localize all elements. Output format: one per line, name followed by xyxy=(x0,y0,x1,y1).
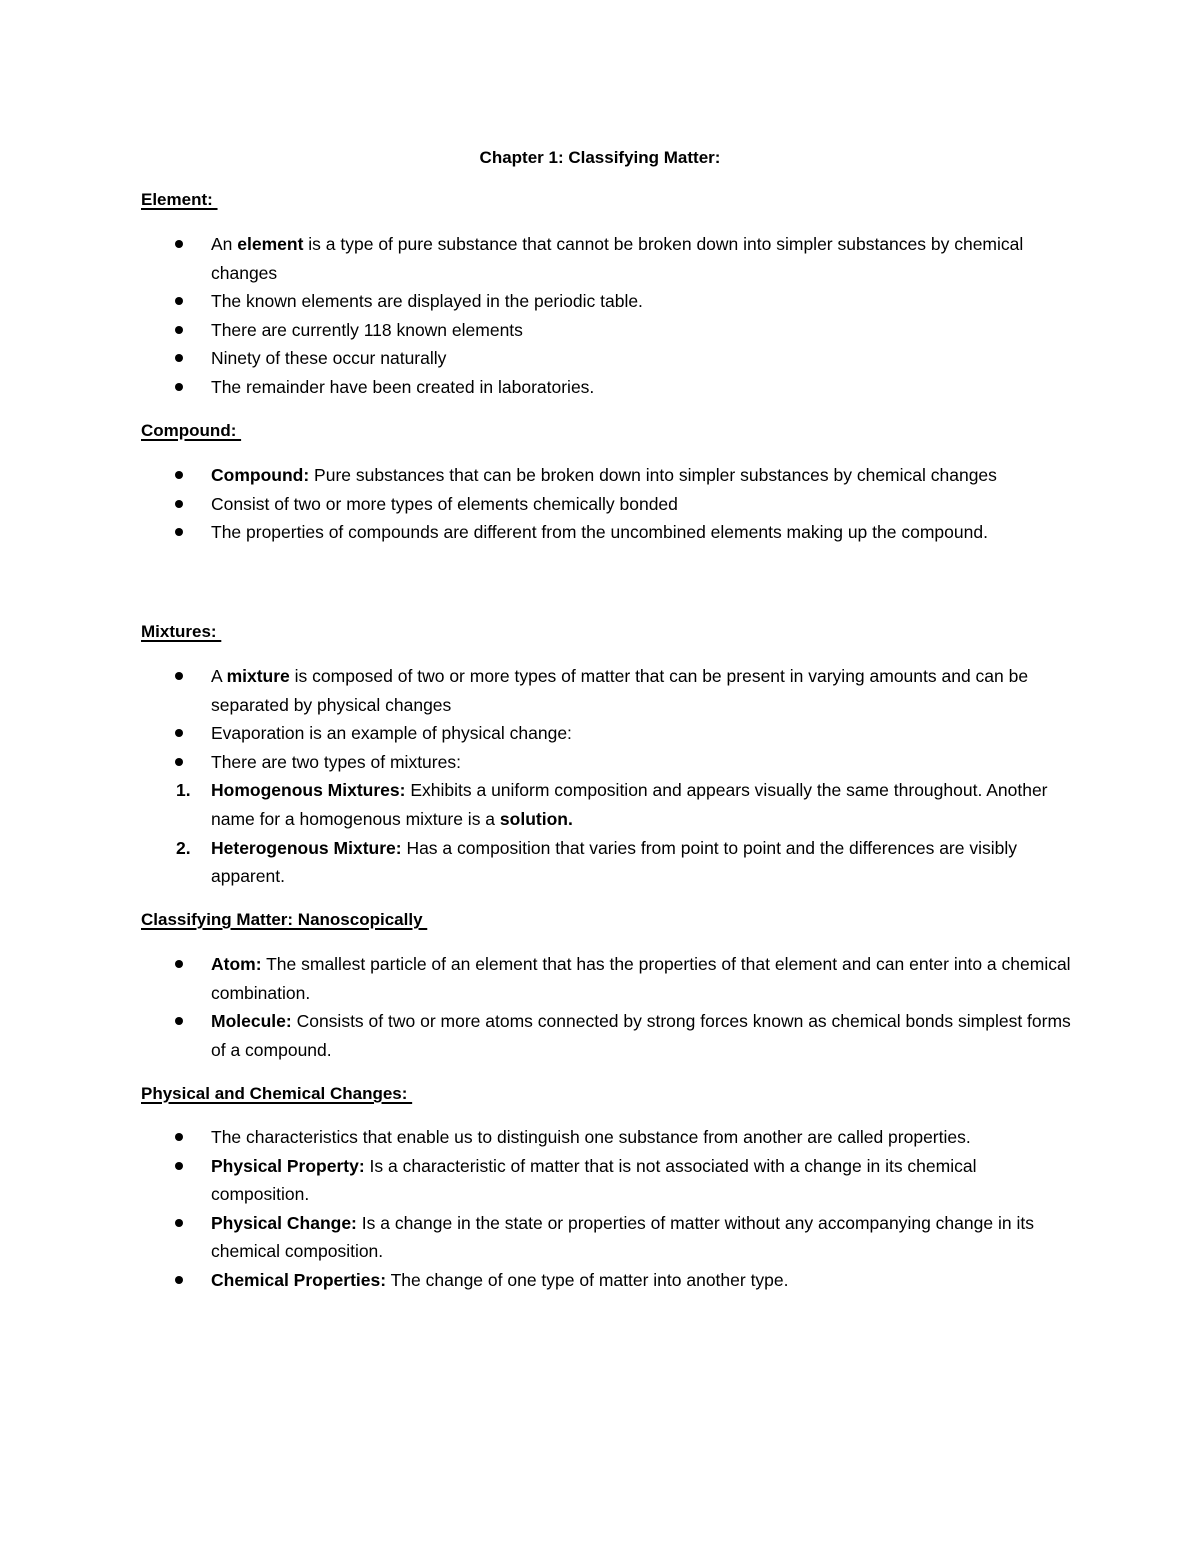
list-item: The known elements are displayed in the periodic table. xyxy=(141,287,1071,316)
compound-list xyxy=(141,461,1071,547)
document-title: Chapter 1: Classifying Matter: xyxy=(479,148,721,167)
list-number: 1. xyxy=(176,780,191,801)
bullet-icon xyxy=(175,758,183,766)
list-item: There are two types of mixtures: xyxy=(141,748,1071,777)
nanoscopic-list xyxy=(141,950,1071,1064)
list-item: The characteristics that enable us to distinguish one substance from another are called properties. xyxy=(141,1123,1071,1152)
list-item: Physical Property: Is a characteristic of matter that is not associated with a change in its chemical composition. xyxy=(141,1152,1071,1209)
list-item: A mixture is composed of two or more types of matter that can be present in varying amounts and can be separated by physical changes xyxy=(141,662,1071,719)
list-item: Consist of two or more types of elements chemically bonded xyxy=(141,490,1071,519)
section-heading-compound: Compound: xyxy=(141,421,242,440)
bullet-icon xyxy=(175,1219,183,1227)
bullet-icon xyxy=(175,383,183,391)
bullet-icon xyxy=(175,528,183,536)
list-item: Ninety of these occur naturally xyxy=(141,344,1071,373)
section-heading-mixtures: Mixtures: xyxy=(141,622,222,641)
bullet-icon xyxy=(175,960,183,968)
list-item: Evaporation is an example of physical change: xyxy=(141,719,1071,748)
section-heading-changes: Physical and Chemical Changes: xyxy=(141,1084,413,1103)
section-heading-nanoscopically: Classifying Matter: Nanoscopically xyxy=(141,910,428,929)
list-item: An element is a type of pure substance that cannot be broken down into simpler substances by chemical changes xyxy=(141,230,1071,287)
bullet-icon xyxy=(175,1276,183,1284)
list-number: 2. xyxy=(176,837,191,858)
list-item: Molecule: Consists of two or more atoms connected by strong forces known as chemical bonds simplest forms of a compound. xyxy=(141,1007,1071,1064)
list-item: There are currently 118 known elements xyxy=(141,316,1071,345)
bullet-icon xyxy=(175,297,183,305)
bullet-icon xyxy=(175,500,183,508)
list-item: The properties of compounds are different from the uncombined elements making up the compound. xyxy=(141,518,1071,547)
mixtures-list xyxy=(141,662,1071,891)
list-item: Compound: Pure substances that can be broken down into simpler substances by chemical changes xyxy=(141,461,1071,490)
bullet-icon xyxy=(175,1017,183,1025)
bullet-icon xyxy=(175,1162,183,1170)
bullet-icon xyxy=(175,672,183,680)
changes-list xyxy=(141,1123,1071,1295)
list-item: Chemical Properties: The change of one type of matter into another type. xyxy=(141,1266,1071,1295)
list-item: Atom: The smallest particle of an element that has the properties of that element and can enter into a chemical combination. xyxy=(141,950,1071,1007)
bullet-icon xyxy=(175,729,183,737)
list-item: Physical Change: Is a change in the state or properties of matter without any accompanying change in its chemical composition. xyxy=(141,1209,1071,1266)
numbered-item: 1. Homogenous Mixtures: Exhibits a uniform composition and appears visually the same throughout. Another name for a homogenous mixture is a solution. xyxy=(141,776,1071,833)
bullet-icon xyxy=(175,354,183,362)
bullet-icon xyxy=(175,240,183,248)
bullet-icon xyxy=(175,471,183,479)
section-heading-element: Element: xyxy=(141,190,218,209)
element-list xyxy=(141,230,1071,402)
list-item: The remainder have been created in laboratories. xyxy=(141,373,1071,402)
bullet-icon xyxy=(175,1133,183,1141)
bullet-icon xyxy=(175,326,183,334)
numbered-item: 2. Heterogenous Mixture: Has a composition that varies from point to point and the differences are visibly apparent. xyxy=(141,834,1071,891)
